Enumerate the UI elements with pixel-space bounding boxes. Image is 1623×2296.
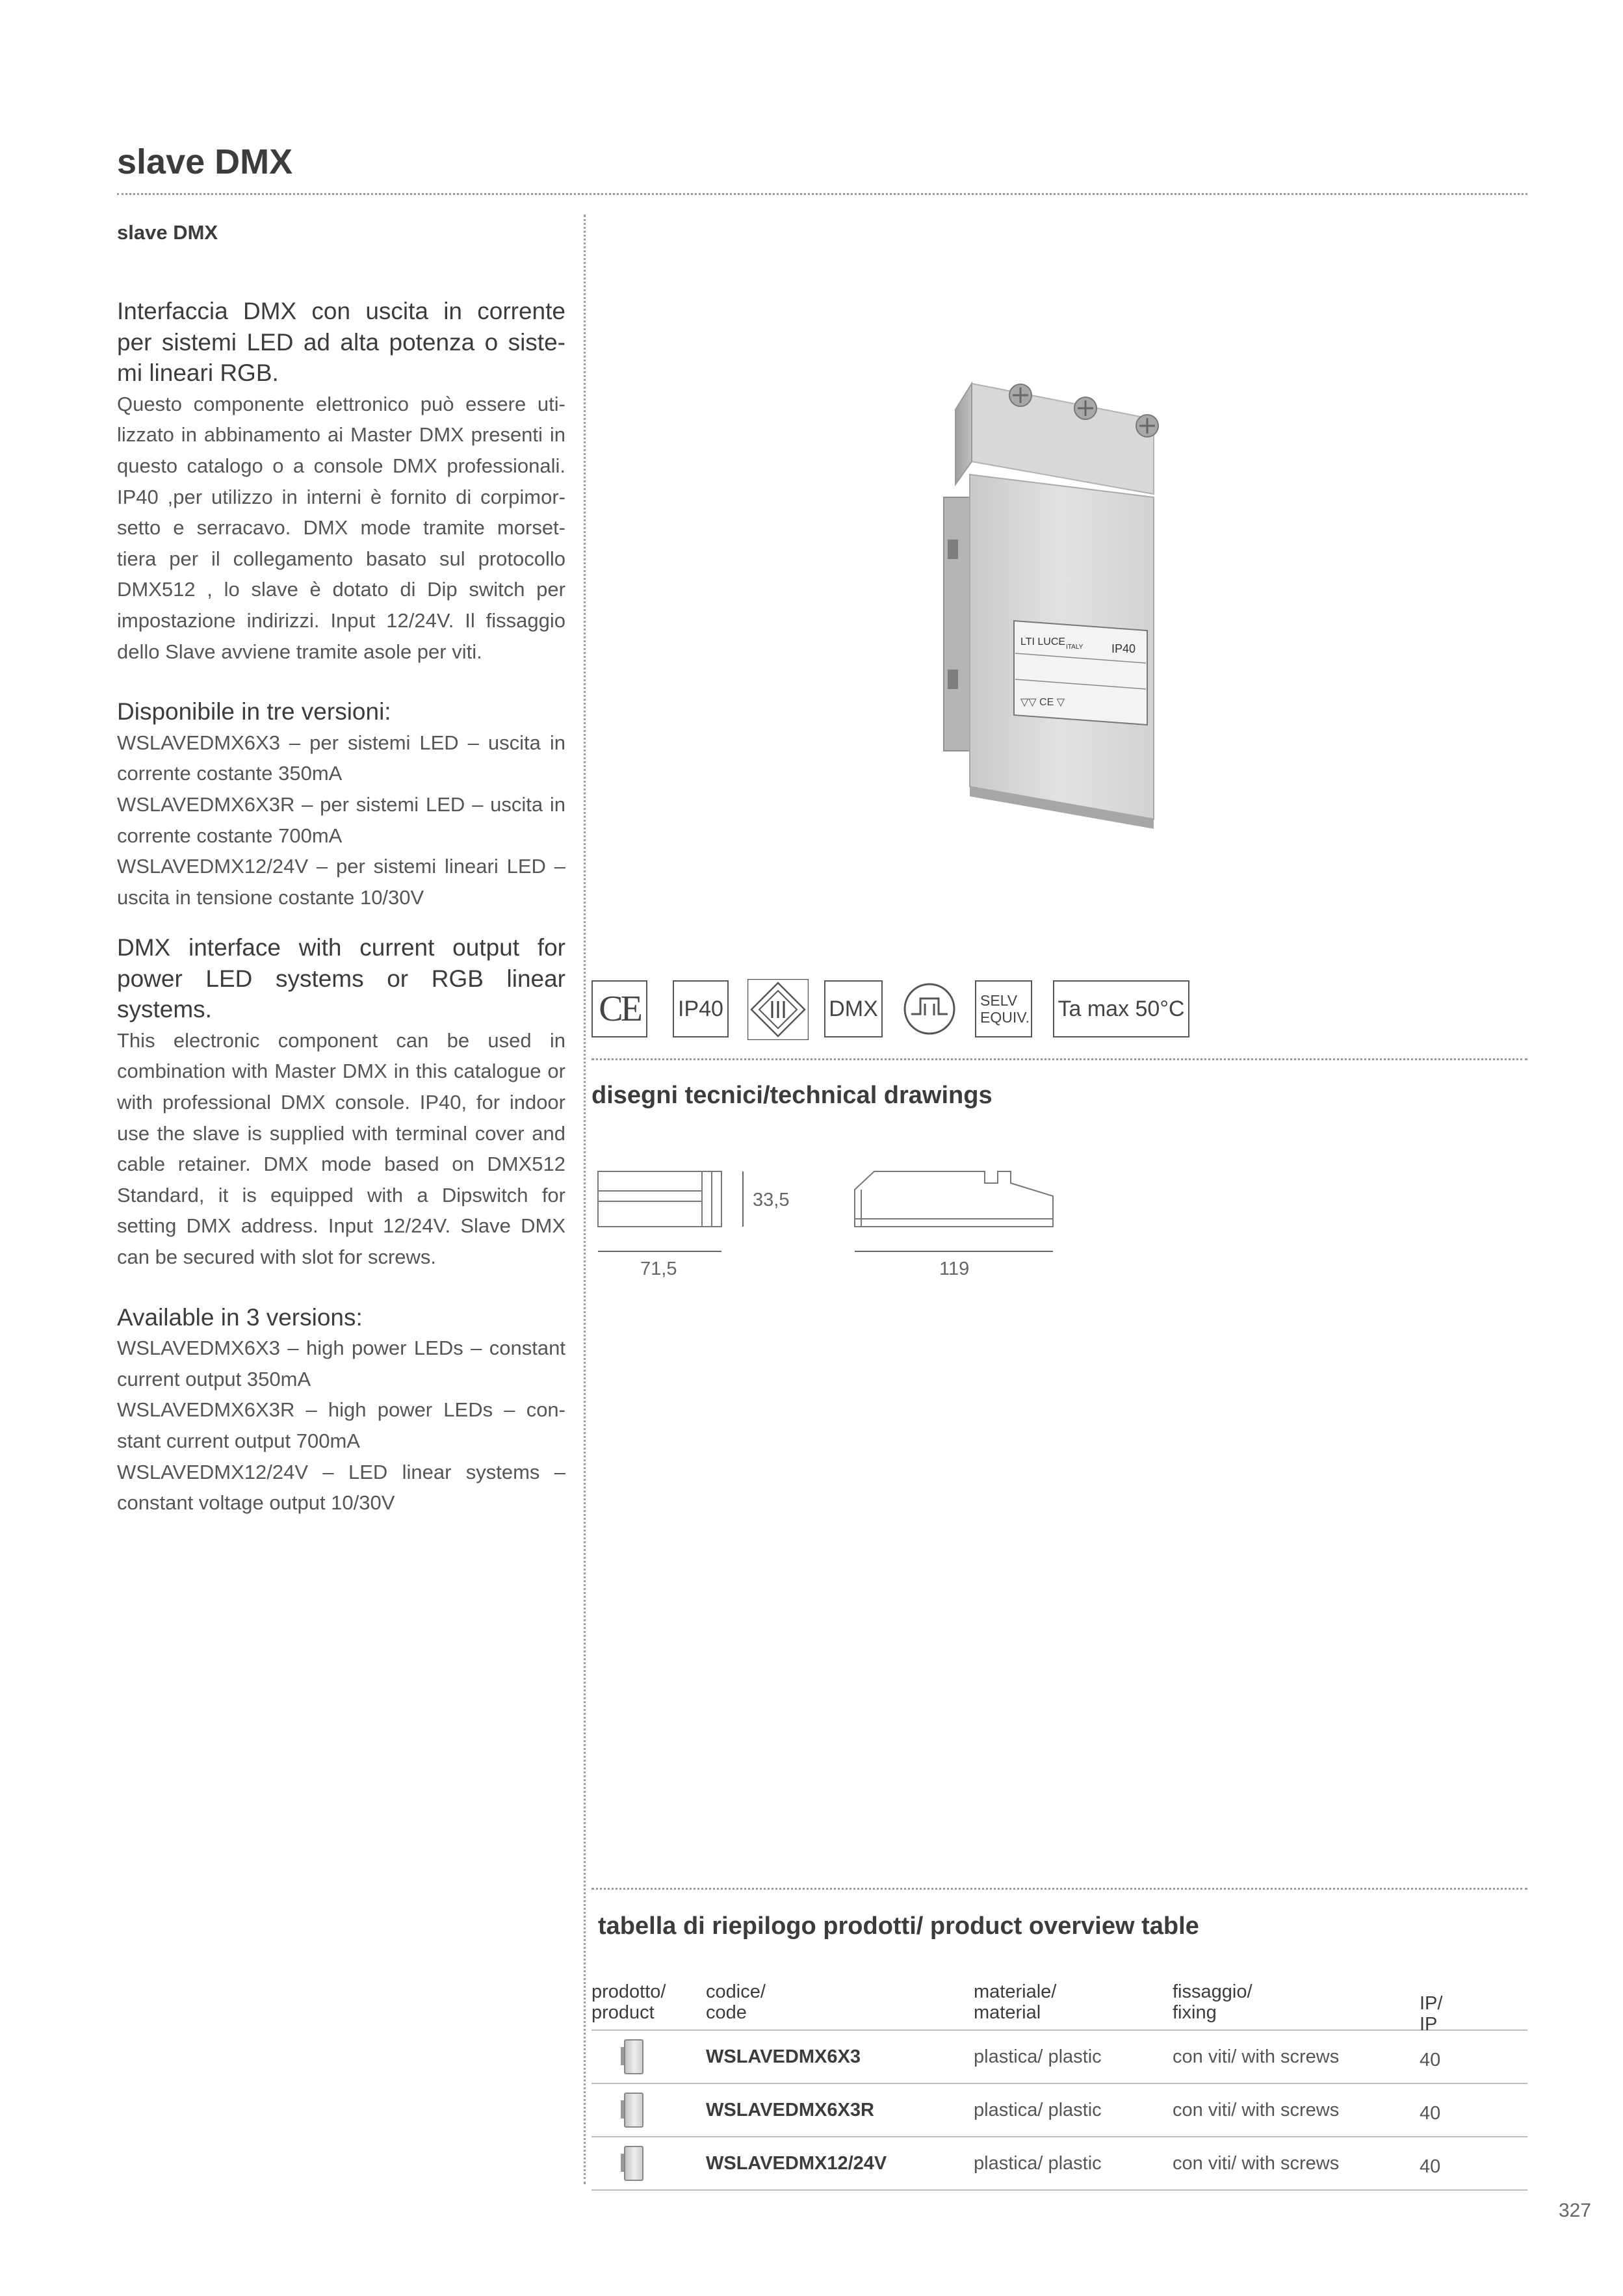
english-version-line: WSLAVEDMX6X3R – high power LEDs – con- (117, 1398, 565, 1422)
english-body (117, 1025, 565, 1273)
table-header-row (591, 1981, 1527, 2030)
product-material: plastica/ plastic (974, 2083, 1173, 2137)
table-row (591, 2030, 1527, 2083)
dmx-icon (824, 980, 883, 1037)
english-body-line: setting DMX address. Input 12/24V. Slave DMX (117, 1214, 565, 1238)
header-fixing (1173, 1981, 1420, 2030)
temperature-rating-badge (1053, 980, 1189, 1037)
selv-equiv-icon (975, 980, 1032, 1037)
english-heading (117, 932, 565, 1025)
label-origin: ITALY (1066, 644, 1084, 651)
english-version-line: stant current output 700mA (117, 1429, 360, 1452)
page-number: 327 (1559, 2200, 1592, 2221)
header-material (974, 1981, 1173, 2030)
side-view-drawing (855, 1171, 1053, 1227)
header-fixing-en: fixing (1173, 2002, 1217, 2023)
italian-heading-line: Interfaccia DMX con uscita in corrente (117, 298, 565, 324)
header-product-en: product (591, 2002, 655, 2023)
ce-mark-icon (591, 980, 647, 1037)
temperature-rating-text: Ta max 50°C (1058, 996, 1185, 1021)
italian-versions (117, 727, 565, 913)
italian-body-line: Questo componente elettronico può essere uti- (117, 392, 565, 415)
label-brand: LTI LUCE (1020, 636, 1066, 647)
technical-drawing (595, 1164, 1063, 1274)
italian-body-line: impostazione indirizzi. Input 12/24V. Il fissaggio (117, 608, 565, 632)
header-code-it: codice/ (706, 1981, 766, 2002)
italian-version-line: WSLAVEDMX12/24V – per sistemi lineari LED – (117, 855, 565, 878)
header-ip (1420, 1987, 1527, 2035)
header-ip-en: IP (1420, 2014, 1438, 2035)
header-material-it: materiale/ (974, 1981, 1057, 2002)
english-text-block (117, 932, 565, 1519)
english-heading-line: DMX interface with current output for (117, 934, 565, 961)
header-divider (117, 193, 1527, 195)
italian-body (117, 389, 565, 667)
italian-version-line: WSLAVEDMX6X3R – per sistemi LED – uscita in (117, 792, 565, 816)
italian-version-line: corrente costante 700mA (117, 824, 343, 847)
italian-text-block (117, 296, 565, 913)
product-overview-table (591, 1981, 1527, 2191)
italian-heading-line: mi lineari RGB. (117, 359, 279, 387)
product-label (1014, 621, 1147, 725)
product-material: plastica/ plastic (974, 2030, 1173, 2083)
header-fixing-it: fissaggio/ (1173, 1981, 1253, 2002)
selv-text: SELV (980, 992, 1018, 1009)
product-thumbnail-cell (591, 2030, 706, 2083)
table-title: tabella di riepilogo prodotti/ product overview table (598, 1912, 1199, 1940)
italian-body-line: setto e serracavo. DMX mode tramite morset- (117, 516, 565, 540)
class-iii-icon (747, 979, 809, 1040)
italian-version-line: corrente costante 350mA (117, 762, 343, 785)
english-version-line: WSLAVEDMX12/24V – LED linear systems – (117, 1460, 565, 1483)
english-versions-heading: Available in 3 versions: (117, 1303, 363, 1331)
product-code: WSLAVEDMX12/24V (706, 2137, 974, 2190)
italian-heading (117, 296, 565, 389)
english-version-line: WSLAVEDMX6X3 – high power LEDs – constant (117, 1337, 565, 1360)
width-dimension-label: 71,5 (640, 1259, 677, 1279)
length-dimension-label: 119 (939, 1259, 970, 1279)
front-view-drawing (598, 1171, 721, 1227)
ip40-icon (673, 980, 729, 1037)
product-fixing: con viti/ with screws (1173, 2137, 1420, 2190)
english-body-line: can be secured with slot for screws. (117, 1245, 437, 1268)
italian-body-line: tiera per il collegamento basato sul protocollo (117, 547, 565, 570)
italian-heading-line: per sistemi LED ad alta potenza o siste- (117, 328, 565, 356)
italian-body-line: DMX512 , lo slave è dotato di Dip switch per (117, 578, 565, 601)
product-photo (929, 371, 1202, 858)
product-ip: 40 (1420, 2030, 1527, 2083)
ip40-text: IP40 (678, 996, 723, 1021)
english-body-line: Standard, it is equipped with a Dipswitch for (117, 1183, 565, 1207)
english-heading-line: power LED systems or RGB linear (117, 965, 565, 992)
english-body-line: cable retainer. DMX mode based on DMX512 (117, 1153, 565, 1176)
header-code (706, 1981, 974, 2030)
italian-versions-heading: Disponibile in tre versioni: (117, 698, 391, 725)
table-row (591, 2083, 1527, 2137)
label-symbols-icon: ▽▽ CE ▽ (1020, 697, 1065, 708)
italian-version-line: uscita in tensione costante 10/30V (117, 885, 424, 909)
header-ip-it: IP/ (1420, 1993, 1443, 2014)
english-body-line: with professional DMX console. IP40, for indoor (117, 1090, 565, 1114)
product-fixing: con viti/ with screws (1173, 2083, 1420, 2137)
product-code: WSLAVEDMX6X3R (706, 2083, 974, 2137)
table-row (591, 2137, 1527, 2190)
page-subtitle: slave DMX (117, 221, 218, 244)
product-code: WSLAVEDMX6X3 (706, 2030, 974, 2083)
certifications-divider (591, 1058, 1527, 1060)
english-version-line: current output 350mA (117, 1367, 311, 1390)
product-thumbnail-cell (591, 2137, 706, 2190)
header-material-en: material (974, 2002, 1041, 2023)
header-product (591, 1981, 706, 2030)
english-body-line: combination with Master DMX in this catalogue or (117, 1060, 565, 1083)
label-ip: IP40 (1111, 642, 1136, 655)
table-divider (591, 1888, 1527, 1890)
ce-mark-text: CE (599, 989, 640, 1029)
dmx-text: DMX (829, 996, 878, 1021)
product-ip: 40 (1420, 2137, 1527, 2190)
italian-body-line: questo catalogo o a console DMX professionali. (117, 454, 565, 477)
page-title: slave DMX (117, 142, 293, 181)
italian-body-line: dello Slave avviene tramite asole per viti. (117, 640, 482, 663)
header-code-en: code (706, 2002, 747, 2023)
product-thumbnail-icon (624, 2093, 643, 2128)
height-dimension-label: 33,5 (753, 1190, 790, 1210)
product-thumbnail-cell (591, 2083, 706, 2137)
english-version-line: constant voltage output 10/30V (117, 1491, 395, 1515)
english-heading-line: systems. (117, 996, 212, 1023)
transformer-symbol-icon (900, 980, 959, 1037)
italian-body-line: lizzato in abbinamento ai Master DMX presenti in (117, 423, 565, 447)
drawings-title: disegni tecnici/technical drawings (591, 1082, 993, 1109)
product-ip: 40 (1420, 2083, 1527, 2137)
italian-body-line: IP40 ,per utilizzo in interni è fornito di corpimor- (117, 485, 565, 508)
italian-version-line: WSLAVEDMX6X3 – per sistemi LED – uscita in (117, 731, 565, 754)
english-body-line: This electronic component can be used in (117, 1028, 565, 1052)
product-material: plastica/ plastic (974, 2137, 1173, 2190)
header-product-it: prodotto/ (591, 1981, 666, 2002)
product-fixing: con viti/ with screws (1173, 2030, 1420, 2083)
column-divider (584, 215, 586, 2184)
english-versions (117, 1333, 565, 1519)
equiv-text: EQUIV. (980, 1009, 1030, 1026)
product-thumbnail-icon (624, 2039, 643, 2074)
product-thumbnail-icon (624, 2146, 643, 2181)
english-body-line: use the slave is supplied with terminal cover and (117, 1121, 565, 1145)
